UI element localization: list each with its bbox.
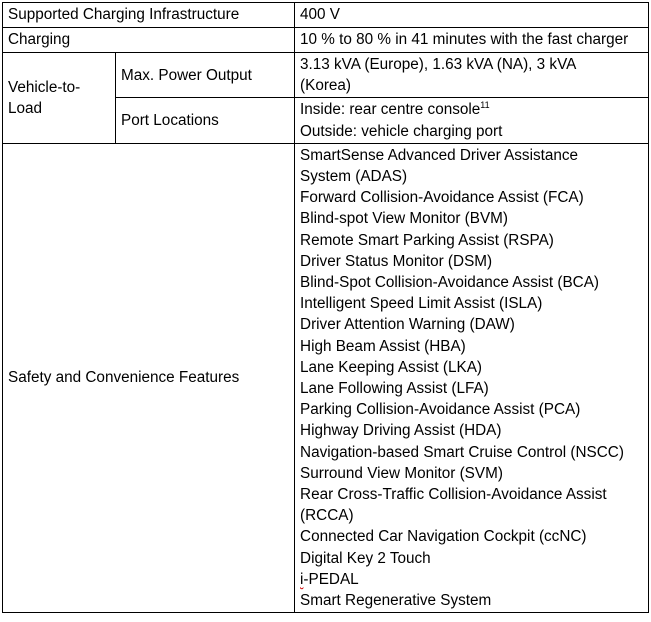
feature-item: Driver Attention Warning (DAW): [300, 316, 515, 334]
feature-item: System (ADAS): [300, 168, 408, 186]
feature-item: Blind-spot View Monitor (BVM): [300, 210, 509, 228]
max-power-value: [295, 53, 649, 98]
feature-item: Blind-Spot Collision-Avoidance Assist (BCA): [300, 274, 599, 292]
feature-item: Navigation-based Smart Cruise Control (NSCC): [300, 443, 624, 461]
feature-item: High Beam Assist (HBA): [300, 337, 466, 355]
port-inside-text: Inside: rear centre console: [300, 101, 481, 119]
feature-item: Lane Following Assist (LFA): [300, 380, 489, 398]
feature-item: Forward Collision-Avoidance Assist (FCA): [300, 189, 584, 207]
feature-item: (RCCA): [300, 507, 354, 525]
max-power-line-1: 3.13 kVA (Europe), 1.63 kVA (NA), 3 kVA: [300, 56, 577, 73]
port-locations-value: [295, 98, 649, 143]
feature-item: Rear Cross-Traffic Collision-Avoidance Assist: [300, 486, 607, 504]
max-power-label: Max. Power Output: [116, 53, 295, 98]
feature-item: Parking Collision-Avoidance Assist (PCA): [300, 401, 581, 419]
port-inside: [300, 99, 642, 120]
feature-item: Surround View Monitor (SVM): [300, 464, 503, 482]
feature-item: Intelligent Speed Limit Assist (ISLA): [300, 295, 543, 313]
table-row: [3, 143, 649, 612]
feature-item: Highway Driving Assist (HDA): [300, 422, 502, 440]
feature-item: Lane Keeping Assist (LKA): [300, 358, 482, 376]
max-power-line-2: (Korea): [300, 77, 352, 95]
footnote-marker: 11: [480, 100, 490, 111]
table-row: [3, 53, 649, 98]
spec-table: [2, 2, 649, 613]
ipedal-rest: -PEDAL: [303, 570, 359, 588]
charging-value: 10 % to 80 % in 41 minutes with the fast charger: [295, 28, 649, 53]
feature-item-ipedal: [300, 569, 642, 590]
safety-label: Safety and Convenience Features: [3, 143, 295, 612]
charging-label: Charging: [3, 28, 295, 53]
v2l-label-text: Vehicle-to-Load: [8, 78, 81, 117]
feature-item: Connected Car Navigation Cockpit (ccNC): [300, 528, 587, 546]
infrastructure-value: 400 V: [295, 3, 649, 28]
port-outside: Outside: vehicle charging port: [300, 122, 503, 140]
v2l-label: [3, 53, 116, 144]
safety-features-list: [295, 143, 649, 612]
port-locations-label: Port Locations: [116, 98, 295, 143]
infrastructure-label: Supported Charging Infrastructure: [3, 3, 295, 28]
table-row: [3, 28, 649, 53]
feature-item: SmartSense Advanced Driver Assistance: [300, 146, 579, 164]
table-row: [3, 3, 649, 28]
feature-item: Smart Regenerative System: [300, 592, 492, 610]
feature-item: Digital Key 2 Touch: [300, 549, 431, 567]
feature-item: Remote Smart Parking Assist (RSPA): [300, 231, 554, 249]
feature-item: Driver Status Monitor (DSM): [300, 252, 493, 270]
ipedal-first-letter: i: [300, 570, 304, 588]
